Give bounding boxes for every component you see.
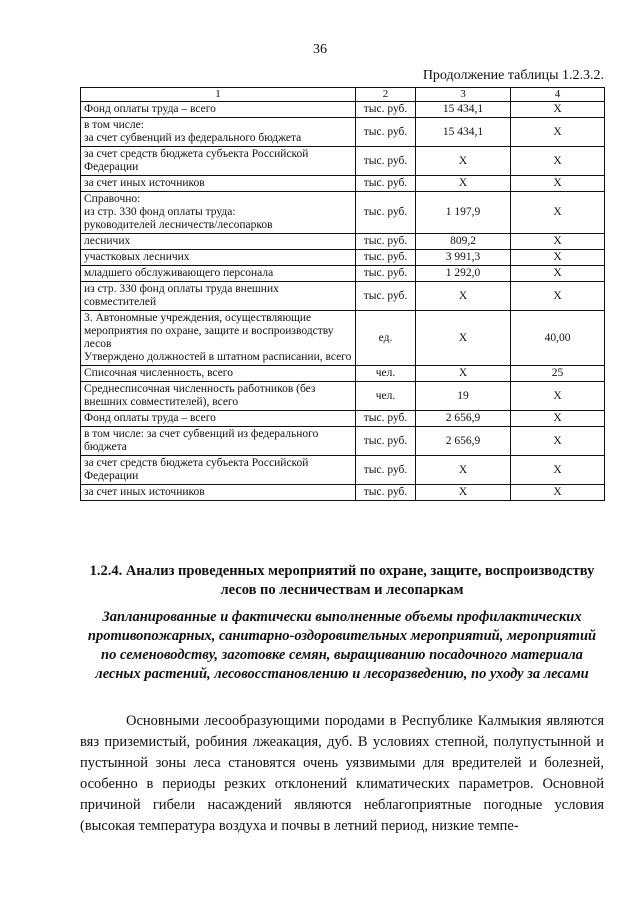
table-cell-unit: тыс. руб.: [356, 485, 416, 501]
table-cell-col3: Х: [416, 485, 511, 501]
table-cell-col4: Х: [511, 456, 605, 485]
table-row: [81, 102, 605, 118]
table-row: [81, 366, 605, 382]
table-row: [81, 266, 605, 282]
table-row: [81, 176, 605, 192]
table-row: [81, 427, 605, 456]
header-cell: 1: [81, 88, 356, 102]
table-cell-label: в том числе: за счет субвенций из федерального бюджета: [81, 427, 356, 456]
table-cell-col4: Х: [511, 147, 605, 176]
table-cell-unit: тыс. руб.: [356, 118, 416, 147]
table-cell-col3: 2 656,9: [416, 411, 511, 427]
table-cell-col3: Х: [416, 176, 511, 192]
header-cell: 2: [356, 88, 416, 102]
table-cell-label: Справочно: из стр. 330 фонд оплаты труда: руководителей лесничеств/лесопарков: [81, 192, 356, 234]
table-cell-label: за счет иных источников: [81, 176, 356, 192]
table-row: [81, 382, 605, 411]
table-cell-unit: тыс. руб.: [356, 282, 416, 311]
table-cell-col4: Х: [511, 382, 605, 411]
page-number: 36: [313, 42, 327, 57]
table-continuation-caption: Продолжение таблицы 1.2.3.2.: [422, 68, 604, 83]
table-cell-unit: тыс. руб.: [356, 456, 416, 485]
table-cell-unit: тыс. руб.: [356, 250, 416, 266]
table-cell-col4: Х: [511, 485, 605, 501]
table-cell-col3: 809,2: [416, 234, 511, 250]
table-cell-label: Фонд оплаты труда – всего: [81, 411, 356, 427]
table-row: [81, 411, 605, 427]
sub-heading: Запланированные и фактически выполненные объемы профилактических противопожарных, санитарно-оздоровительных мероприятий, мероприятий по семеноводству, заготовке семян, выращиванию посадочного материала лесных растений, лесовосстановлению и лесоразведению, по уходу за лесами: [87, 609, 597, 682]
table-cell-unit: тыс. руб.: [356, 147, 416, 176]
table-cell-col3: 1 197,9: [416, 192, 511, 234]
table-row: [81, 147, 605, 176]
table-cell-col3: Х: [416, 311, 511, 366]
table-cell-unit: тыс. руб.: [356, 266, 416, 282]
table-cell-col4: Х: [511, 250, 605, 266]
table-cell-unit: чел.: [356, 366, 416, 382]
body-paragraph: Основными лесообразующими породами в Республике Калмыкия являются вяз приземистый, робиния лжеакация, дуб. В условиях степной, полупустынной и пустынной зоны леса становятся очень уязвимыми для вредителей и болезней, особенно в периоды резких отклонений климатических параметров. Основной причиной гибели насаждений являются неблагоприятные погодные условия (высокая температура воздуха и почвы в летний период, низкие темпе-: [80, 713, 604, 834]
table-cell-col4: Х: [511, 234, 605, 250]
table-cell-label: участковых лесничих: [81, 250, 356, 266]
table-row: [81, 118, 605, 147]
table-cell-label: Фонд оплаты труда – всего: [81, 102, 356, 118]
table-cell-col3: 2 656,9: [416, 427, 511, 456]
table-cell-unit: тыс. руб.: [356, 427, 416, 456]
table-row: [81, 192, 605, 234]
table-cell-unit: тыс. руб.: [356, 176, 416, 192]
table-row: [81, 234, 605, 250]
table-row: [81, 485, 605, 501]
table-cell-label: в том числе: за счет субвенций из федерального бюджета: [81, 118, 356, 147]
table-cell-label: за счет иных источников: [81, 485, 356, 501]
table-cell-label: лесничих: [81, 234, 356, 250]
header-cell: 4: [511, 88, 605, 102]
table-cell-col3: 1 292,0: [416, 266, 511, 282]
table-cell-col3: Х: [416, 456, 511, 485]
table-cell-label: Списочная численность, всего: [81, 366, 356, 382]
table-cell-col4: Х: [511, 411, 605, 427]
table-row: [81, 250, 605, 266]
table-cell-col3: 3 991,3: [416, 250, 511, 266]
table-row: [81, 311, 605, 366]
table-cell-col4: Х: [511, 266, 605, 282]
table-cell-col4: Х: [511, 192, 605, 234]
table-cell-col3: 15 434,1: [416, 118, 511, 147]
table-cell-col4: Х: [511, 176, 605, 192]
table-cell-col4: Х: [511, 102, 605, 118]
table-cell-label: за счет средств бюджета субъекта Российской Федерации: [81, 456, 356, 485]
table-cell-unit: тыс. руб.: [356, 192, 416, 234]
table-cell-label: 3. Автономные учреждения, осуществляющие мероприятия по охране, защите и воспроизводству лесов Утверждено должностей в штатном расписании, всего: [81, 311, 356, 366]
table-cell-col4: Х: [511, 427, 605, 456]
table-cell-col3: Х: [416, 282, 511, 311]
table-row: [81, 456, 605, 485]
table-cell-unit: тыс. руб.: [356, 102, 416, 118]
table-header-row: [81, 88, 605, 102]
table-cell-unit: чел.: [356, 382, 416, 411]
table-cell-col4: Х: [511, 282, 605, 311]
section-heading: 1.2.4. Анализ проведенных мероприятий по охране, защите, воспроизводству лесов по лесничествам и лесопаркам: [89, 563, 595, 598]
table-cell-unit: ед.: [356, 311, 416, 366]
table-cell-label: младшего обслуживающего персонала: [81, 266, 356, 282]
table-body: [81, 88, 605, 501]
table-cell-col4: Х: [511, 118, 605, 147]
header-cell: 3: [416, 88, 511, 102]
table-cell-col4: 40,00: [511, 311, 605, 366]
table-cell-col4: 25: [511, 366, 605, 382]
table-cell-col3: 15 434,1: [416, 102, 511, 118]
table-cell-label: из стр. 330 фонд оплаты труда внешних совместителей: [81, 282, 356, 311]
table-cell-label: Среднесписочная численность работников (без внешних совместителей), всего: [81, 382, 356, 411]
table-cell-col3: 19: [416, 382, 511, 411]
table-cell-unit: тыс. руб.: [356, 234, 416, 250]
table-row: [81, 282, 605, 311]
table-cell-col3: Х: [416, 147, 511, 176]
staffing-table: [80, 87, 605, 501]
table-cell-col3: Х: [416, 366, 511, 382]
table-cell-label: за счет средств бюджета субъекта Российской Федерации: [81, 147, 356, 176]
table-cell-unit: тыс. руб.: [356, 411, 416, 427]
